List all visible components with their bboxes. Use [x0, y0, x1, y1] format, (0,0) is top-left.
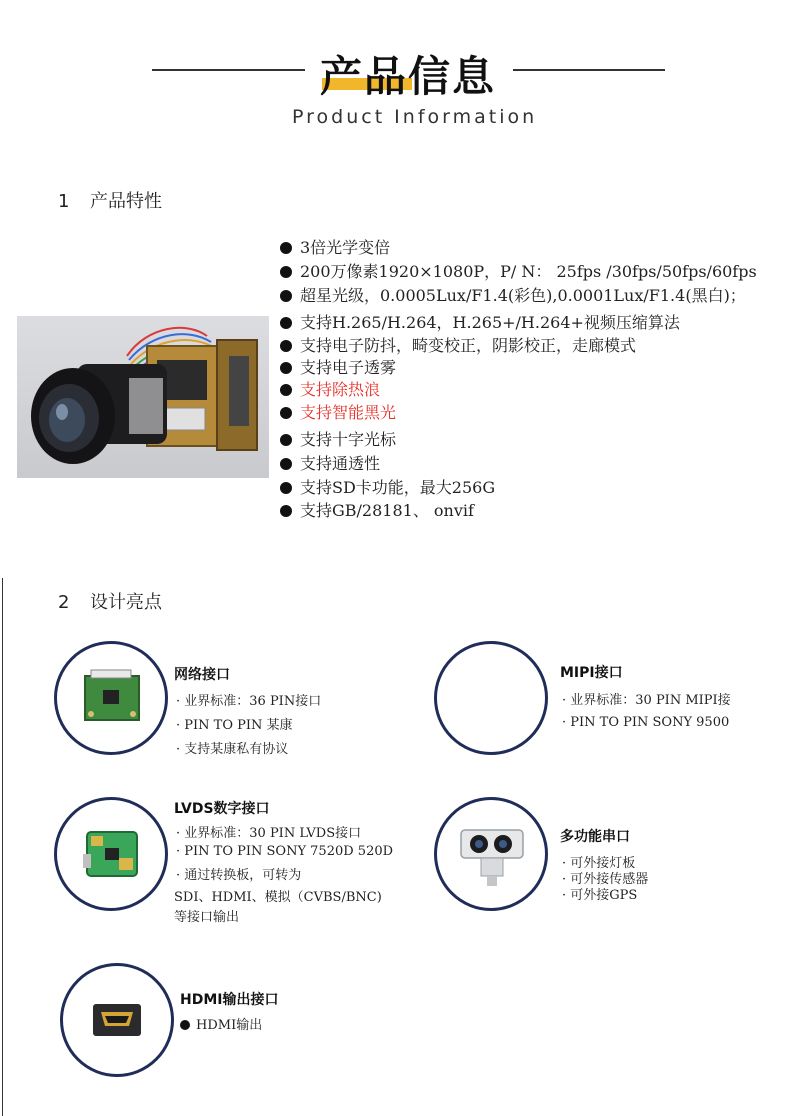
hdmi-card-title: HDMI输出接口 [180, 992, 279, 1008]
left-divider [2, 578, 3, 1116]
feature-item: 支持H.265/H.264，H.265+/H.264+视频压缩算法 [280, 313, 680, 333]
feature-item-highlight: 支持智能黑光 [280, 403, 396, 423]
mipi-card-line: · 业界标准：30 PIN MIPI接 [562, 693, 731, 708]
ptz-camera-image [437, 800, 545, 908]
title-rule-left [152, 69, 305, 71]
section1-heading [58, 187, 162, 213]
section2-number: 2 [58, 592, 70, 613]
network-card-line: · 支持某康私有协议 [176, 742, 289, 757]
lvds-card-line: · 通过转换板，可转为 [176, 868, 302, 883]
section2-heading [58, 588, 162, 614]
network-card-title: 网络接口 [174, 667, 230, 683]
lvds-card-title: LVDS数字接口 [174, 801, 270, 817]
bullet-icon [280, 266, 292, 278]
page-title: 产品信息 [320, 52, 497, 101]
lvds-board-image [57, 800, 165, 908]
network-card-line: · 业界标准：36 PIN接口 [176, 694, 322, 709]
lvds-board-circle [54, 797, 168, 911]
camera-module-drawing [17, 316, 269, 478]
camera-module-image [17, 316, 269, 478]
feature-item: 支持GB/28181、 onvif [280, 501, 474, 521]
lvds-card-line: · PIN TO PIN SONY 7520D 520D [176, 844, 394, 859]
serial-card-line: · 可外接GPS [562, 888, 638, 903]
mipi-circle [434, 641, 548, 755]
serial-card-line: · 可外接传感器 [562, 872, 649, 887]
feature-item: 200万像素1920×1080P，P/ N： 25fps /30fps/50fps/60fps [280, 262, 757, 282]
section1-title: 产品特性 [90, 191, 162, 212]
bullet-icon [280, 482, 292, 494]
lvds-card-line: · 业界标准：30 PIN LVDS接口 [176, 826, 362, 841]
ptz-camera-circle [434, 797, 548, 911]
feature-item-highlight: 支持除热浪 [280, 380, 380, 400]
bullet-icon [280, 242, 292, 254]
bullet-icon [280, 340, 292, 352]
serial-card-title: 多功能串口 [560, 829, 630, 845]
bullet-icon [280, 384, 292, 396]
title-rule-right [513, 69, 665, 71]
bullet-icon [280, 458, 292, 470]
bullet-icon [280, 362, 292, 374]
bullet-icon [280, 407, 292, 419]
feature-item: 3倍光学变倍 [280, 238, 390, 258]
hdmi-circle [60, 963, 174, 1077]
feature-item: 超星光级，0.0005Lux/F1.4(彩色),0.0001Lux/F1.4(黑白)； [280, 286, 746, 306]
hdmi-card-line: HDMI输出 [180, 1014, 262, 1033]
page-subtitle: Product Information [292, 106, 538, 128]
section2-title: 设计亮点 [90, 592, 162, 613]
bullet-icon [280, 505, 292, 517]
hdmi-connector-image [63, 966, 171, 1074]
lvds-card-line: 等接口输出 [174, 910, 240, 925]
network-board-image [57, 644, 165, 752]
lvds-card-line: SDI、HDMI、模拟（CVBS/BNC) [174, 890, 382, 905]
network-card-line: · PIN TO PIN 某康 [176, 718, 293, 733]
bullet-icon [280, 317, 292, 329]
feature-item: 支持电子防抖，畸变校正，阴影校正，走廊模式 [280, 336, 636, 356]
section1-number: 1 [58, 191, 70, 212]
mipi-card-title: MIPI接口 [560, 665, 623, 681]
feature-item: 支持电子透雾 [280, 358, 396, 378]
network-board-circle [54, 641, 168, 755]
feature-item: 支持十字光标 [280, 430, 396, 450]
bullet-icon [280, 290, 292, 302]
feature-item: 支持通透性 [280, 454, 380, 474]
bullet-icon [180, 1020, 190, 1030]
serial-card-line: · 可外接灯板 [562, 856, 636, 871]
mipi-card-line: · PIN TO PIN SONY 9500 [562, 715, 730, 730]
bullet-icon [280, 434, 292, 446]
feature-item: 支持SD卡功能，最大256G [280, 478, 495, 498]
